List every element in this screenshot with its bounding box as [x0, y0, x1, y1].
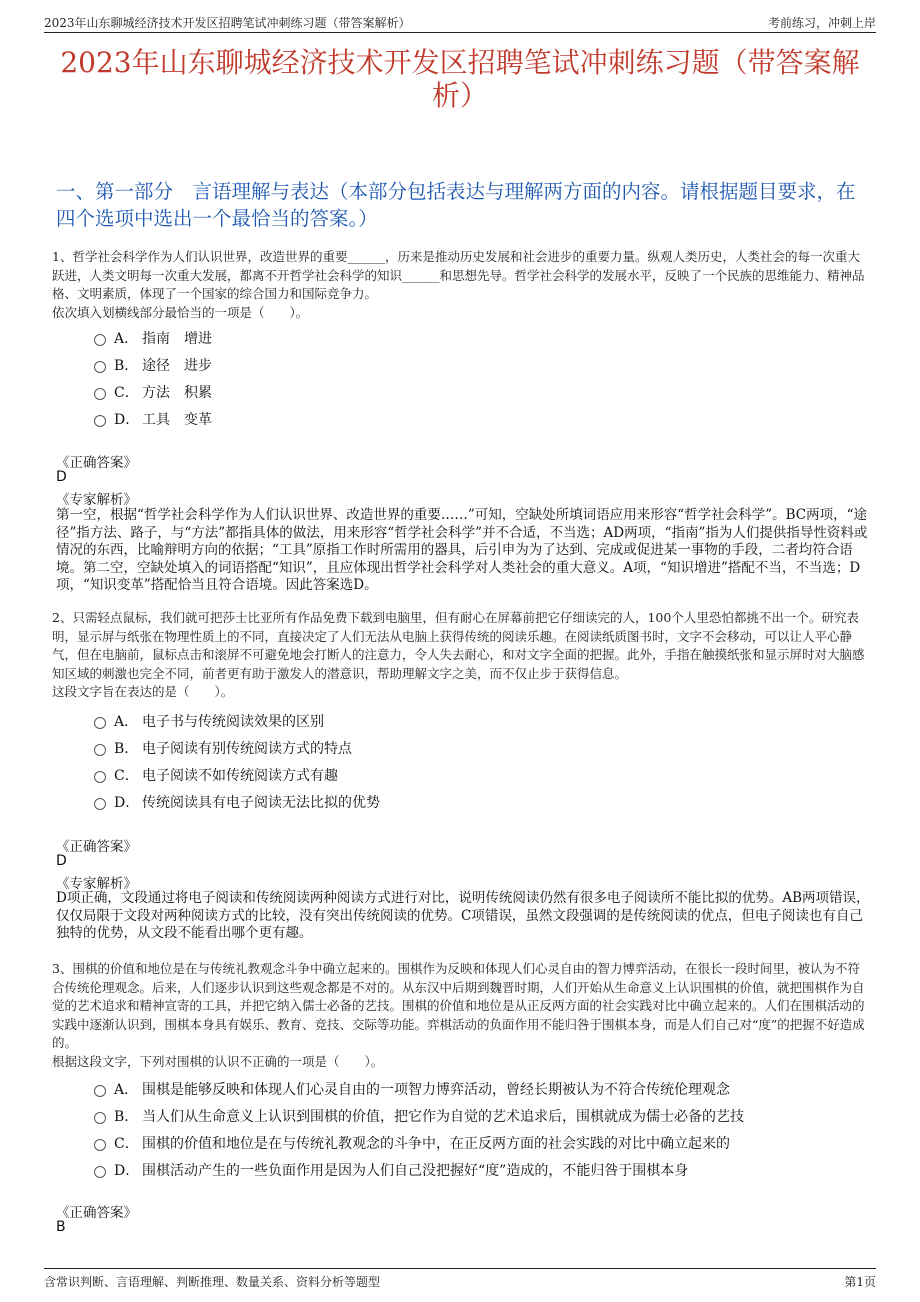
radio-icon[interactable]: [94, 1139, 106, 1151]
answer-label: 《正确答案》: [56, 455, 137, 471]
footer-note: 含常识判断、言语理解、判断推理、数量关系、资料分析等题型: [44, 1275, 381, 1289]
page-header: [44, 10, 876, 33]
question-2-text: 2、只需轻点鼠标，我们就可把莎士比亚所有作品免费下载到电脑里，但有耐心在屏幕前把它仔细读完的人，100个人里恐怕都挑不出一个。研究表明，显示屏与纸张在物理性质上的不同，直接决定了人们无法从电脑上获得传统的阅读乐趣。在阅读纸质图书时，文字不会移动，可以让人平心静气，但在电脑前，鼠标点击和滚屏不可避免地会打断人的注意力，令人失去耐心，和对文字全面的把握。此外，手指在触摸纸张和显示屏时对大脑感知区域的刺激也完全不同，前者更有助于激发人的潜意识，帮助理解文字之美，而不仅止步于获得信息。: [52, 610, 865, 681]
analysis-label: 《专家解析》: [56, 492, 137, 508]
radio-icon[interactable]: [94, 334, 106, 346]
question-2: [52, 609, 870, 702]
option-text: 方法 积累: [142, 385, 212, 401]
question-3-option-c[interactable]: [94, 1133, 730, 1153]
option-text: 传统阅读具有电子阅读无法比拟的优势: [142, 795, 380, 811]
radio-icon[interactable]: [94, 388, 106, 400]
radio-icon[interactable]: [94, 717, 106, 729]
section-heading: 一、第一部分 言语理解与表达（本部分包括表达与理解两方面的内容。请根据题目要求，在四个选项中选出一个最恰当的答案。）: [56, 180, 856, 230]
option-key: B．: [114, 358, 139, 374]
document-title: 2023年山东聊城经济技术开发区招聘笔试冲刺练习题（带答案解析）: [60, 46, 860, 112]
answer-label: 《正确答案》: [56, 1205, 137, 1221]
question-3-option-b[interactable]: [94, 1106, 744, 1126]
option-key: C．: [114, 385, 139, 401]
question-1-option-d[interactable]: [94, 409, 212, 429]
question-1-option-b[interactable]: [94, 355, 212, 375]
radio-icon[interactable]: [94, 1112, 106, 1124]
question-1-option-a[interactable]: [94, 328, 212, 348]
question-3-answer: B: [56, 1219, 66, 1235]
question-1-analysis: 第一空，根据“哲学社会科学作为人们认识世界、改造世界的重要……”可知，空缺处所填词语应用来形容“哲学社会科学”。BC两项，“途径”指方法、路子，与“方法”都指具体的做法，用来形容“哲学社会科学”并不合适，不当选；AD两项，“指南”指为人们提供指导性资料或情况的东西，比喻辩明方向的依据；“工具”原指工作时所需用的器具，后引申为为了达到、完成或促进某一事物的手段，二者均符合语境。第二空，空缺处填入的词语搭配“知识”，且应体现出哲学社会科学对人类社会的重大意义。A项，“知识增进”搭配不当，不当选；D项，“知识变革”搭配恰当且符合语境。因此答案选D。: [56, 507, 868, 593]
option-key: D．: [114, 412, 140, 428]
question-1-text: 1、哲学社会科学作为人们认识世界，改造世界的重要______，历来是推动历史发展和社会进步的重要力量。纵观人类历史，人类社会的每一次重大跃进，人类文明每一次重大发展，都离不开哲学社会科学的知识______和思想先导。哲学社会科学的发展水平，反映了一个民族的思维能力、精神品格、文明素质，体现了一个国家的综合国力和国际竞争力。: [52, 249, 865, 301]
option-text: 指南 增进: [142, 331, 212, 347]
question-1-option-c[interactable]: [94, 382, 212, 402]
radio-icon[interactable]: [94, 744, 106, 756]
question-3-prompt: 根据这段文字，下列对围棋的认识不正确的一项是（ ）。: [52, 1053, 384, 1069]
option-text: 工具 变革: [142, 412, 212, 428]
question-3-option-d[interactable]: [94, 1160, 688, 1180]
option-key: C．: [114, 1136, 139, 1152]
analysis-label: 《专家解析》: [56, 876, 137, 892]
option-key: D．: [114, 1163, 140, 1179]
option-key: A．: [114, 331, 139, 347]
option-key: B．: [114, 1109, 139, 1125]
header-doc-title: 2023年山东聊城经济技术开发区招聘笔试冲刺练习题（带答案解析）: [44, 16, 411, 30]
question-3: [52, 960, 870, 1071]
answer-label: 《正确答案》: [56, 839, 137, 855]
question-1-prompt: 依次填入划横线部分最恰当的一项是（ ）。: [52, 304, 309, 320]
question-2-analysis: D项正确，文段通过将电子阅读和传统阅读两种阅读方式进行对比，说明传统阅读仍然有很多电子阅读所不能比拟的优势。AB两项错误，仅仅局限于文段对两种阅读方式的比较，没有突出传统阅读的优势。C项错误，虽然文段强调的是传统阅读的优点，但电子阅读也有自己独特的优势，从文段不能看出哪个更有趣。: [56, 890, 870, 941]
option-text: 围棋活动产生的一些负面作用是因为人们自己没把握好“度”造成的，不能归咎于围棋本身: [142, 1163, 689, 1179]
option-key: B．: [114, 741, 139, 757]
radio-icon[interactable]: [94, 771, 106, 783]
option-key: A．: [114, 1082, 139, 1098]
option-text: 电子阅读不如传统阅读方式有趣: [142, 768, 338, 784]
page-footer: [44, 1268, 876, 1291]
question-2-option-a[interactable]: [94, 711, 324, 731]
option-text: 围棋的价值和地位是在与传统礼教观念的斗争中，在正反两方面的社会实践的对比中确立起来的: [142, 1136, 730, 1152]
radio-icon[interactable]: [94, 1085, 106, 1097]
question-3-option-a[interactable]: [94, 1079, 730, 1099]
question-1-answer: D: [56, 469, 67, 485]
option-text: 围棋是能够反映和体现人们心灵自由的一项智力博弈活动，曾经长期被认为不符合传统伦理观念: [142, 1082, 730, 1098]
option-text: 途径 进步: [142, 358, 212, 374]
radio-icon[interactable]: [94, 415, 106, 427]
option-text: 电子阅读有别传统阅读方式的特点: [142, 741, 352, 757]
option-key: C．: [114, 768, 139, 784]
question-2-option-b[interactable]: [94, 738, 352, 758]
question-2-option-c[interactable]: [94, 765, 338, 785]
page-number: 第1页: [844, 1275, 876, 1289]
question-2-option-d[interactable]: [94, 792, 380, 812]
radio-icon[interactable]: [94, 1166, 106, 1178]
option-text: 当人们从生命意义上认识到围棋的价值，把它作为自觉的艺术追求后，围棋就成为儒士必备的艺技: [142, 1109, 744, 1125]
option-text: 电子书与传统阅读效果的区别: [142, 714, 324, 730]
header-slogan: 考前练习，冲刺上岸: [767, 16, 876, 30]
question-3-text: 3、围棋的价值和地位是在与传统礼教观念斗争中确立起来的。围棋作为反映和体现人们心灵自由的智力博弈活动，在很长一段时间里，被认为不符合传统伦理观念。后来，人们逐步认识到这些观念都是不对的。从东汉中后期到魏晋时期，人们开始从生命意义上认识围棋的价值，就把围棋作为自觉的艺术追求和精神宣寄的工具，并把它纳入儒士必备的艺技。围棋的价值和地位是从正反两方面的社会实践对比中确立起来的。人们在围棋活动的实践中逐渐认识到，围棋本身具有娱乐、教育、竞技、交际等功能。弈棋活动的负面作用不能归咎于围棋本身，而是人们自己对“度”的把握不好造成的。: [52, 961, 865, 1050]
radio-icon[interactable]: [94, 361, 106, 373]
question-1: [52, 248, 870, 322]
question-2-prompt: 这段文字旨在表达的是（ ）。: [52, 684, 234, 699]
question-2-answer: D: [56, 853, 67, 869]
option-key: D．: [114, 795, 140, 811]
option-key: A．: [114, 714, 139, 730]
radio-icon[interactable]: [94, 798, 106, 810]
